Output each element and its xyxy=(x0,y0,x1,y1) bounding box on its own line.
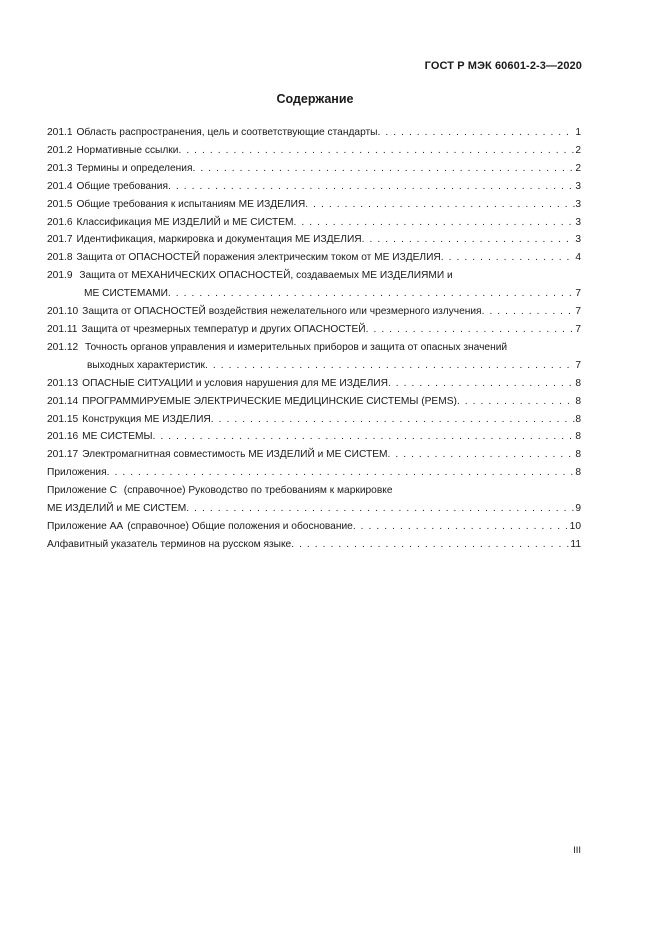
toc-entry-page: 9 xyxy=(575,503,581,515)
toc-entry-title: Защита от ОПАСНОСТЕЙ поражения электрическим током от МЕ ИЗДЕЛИЯ xyxy=(76,252,441,264)
toc-entry-number: 201.1 xyxy=(47,127,73,138)
toc-entry-page: 2 xyxy=(575,144,581,156)
toc-entry-title-continued: МЕ СИСТЕМАМИ xyxy=(84,288,168,300)
toc-entry-page: 2 xyxy=(575,162,581,174)
toc-entry-title: Электромагнитная совместимость МЕ ИЗДЕЛИЙ и МЕ СИСТЕМ xyxy=(82,449,388,461)
toc-entry-number: 201.7 xyxy=(47,234,73,246)
toc-entry-number: 201.16 xyxy=(47,431,79,443)
toc-entry-number: 201.17 xyxy=(47,449,79,461)
toc-entry-page: 8 xyxy=(575,395,581,407)
toc-entry-page: 7 xyxy=(575,306,581,318)
toc-leader xyxy=(205,357,575,375)
toc-entry-first-line xyxy=(47,339,581,357)
toc-entry-page: 11 xyxy=(570,538,581,550)
toc-entry[interactable] xyxy=(47,428,581,446)
toc-leader xyxy=(305,196,575,214)
toc-leader xyxy=(192,160,575,178)
toc-entry-page: 4 xyxy=(575,252,581,264)
toc-entry-page: 8 xyxy=(575,467,581,479)
toc-entry-number: 201.9 xyxy=(47,270,73,282)
toc-entry-title: Область распространения, цель и соответствующие стандарты xyxy=(76,127,378,138)
toc-entry-number: 201.15 xyxy=(47,413,79,425)
toc-entry-title: (справочное) Руководство по требованиям к маркировке xyxy=(123,485,393,497)
toc-entry[interactable] xyxy=(47,303,581,321)
toc-entry-number: 201.2 xyxy=(47,144,73,156)
toc-entry-second-line xyxy=(47,285,581,303)
toc-leader xyxy=(482,303,576,321)
toc-entry-page: 10 xyxy=(569,520,581,532)
toc-entry[interactable] xyxy=(47,267,581,303)
toc-leader xyxy=(294,214,576,232)
toc-entry[interactable] xyxy=(47,196,581,214)
toc-entry[interactable] xyxy=(47,375,581,393)
toc-entry-title: Термины и определения xyxy=(76,162,193,174)
toc-entry-number: Приложение АА xyxy=(47,520,124,532)
toc-entry[interactable] xyxy=(47,411,581,429)
toc-entry[interactable] xyxy=(47,482,581,518)
toc-entry-page: 7 xyxy=(575,359,581,371)
toc-entry-title: Защита от МЕХАНИЧЕСКИХ ОПАСНОСТЕЙ, создаваемых МЕ ИЗДЕЛИЯМИ и xyxy=(79,270,453,282)
toc-entry-title: Конструкция МЕ ИЗДЕЛИЯ xyxy=(82,413,211,425)
toc-entry-second-line xyxy=(47,500,581,518)
toc-entry-number: 201.3 xyxy=(47,162,73,174)
toc-entry-title: ОПАСНЫЕ СИТУАЦИИ и условия нарушения для МЕ ИЗДЕЛИЯ xyxy=(82,377,388,389)
toc-entry-title: Приложения xyxy=(47,467,107,479)
toc-entry[interactable] xyxy=(47,124,581,142)
toc-entry[interactable] xyxy=(47,518,581,536)
toc-entry-title-continued: МЕ ИЗДЕЛИЙ и МЕ СИСТЕМ xyxy=(47,503,187,515)
toc-entry[interactable] xyxy=(47,178,581,196)
toc-entry-title: Защита от чрезмерных температур и других ОПАСНОСТЕЙ xyxy=(81,323,366,335)
toc-entry-page: 1 xyxy=(575,127,581,138)
toc-entry-title: Точность органов управления и измерительных приборов и защита от опасных значений xyxy=(85,341,508,353)
toc-entry-number: 201.8 xyxy=(47,252,73,264)
toc-leader xyxy=(107,464,576,482)
toc-entry-page: 8 xyxy=(575,449,581,461)
toc-entry-number: 201.14 xyxy=(47,395,79,407)
toc-entry-title: Нормативные ссылки xyxy=(76,144,179,156)
toc-leader xyxy=(353,518,570,536)
toc-leader xyxy=(168,285,575,303)
toc-entry-number: 201.13 xyxy=(47,377,79,389)
toc-entry-title: Классификация МЕ ИЗДЕЛИЙ и МЕ СИСТЕМ xyxy=(76,216,294,228)
toc-leader xyxy=(362,231,576,249)
toc-entry-title: МЕ СИСТЕМЫ xyxy=(82,431,153,443)
toc-entry-page: 8 xyxy=(575,377,581,389)
toc-entry[interactable] xyxy=(47,142,581,160)
toc-entry-page: 8 xyxy=(575,431,581,443)
toc-entry-page: 7 xyxy=(575,323,581,335)
toc-entry-number: 201.6 xyxy=(47,216,73,228)
toc-leader xyxy=(387,446,575,464)
toc-entry-title: Общие требования xyxy=(76,180,169,192)
toc-entry-page: 3 xyxy=(575,234,581,246)
table-of-contents xyxy=(47,124,581,554)
toc-entry-number: 201.4 xyxy=(47,180,73,192)
toc-entry-number: 201.10 xyxy=(47,306,79,318)
toc-entry[interactable] xyxy=(47,339,581,375)
toc-leader xyxy=(153,428,576,446)
toc-entry[interactable] xyxy=(47,446,581,464)
toc-entry[interactable] xyxy=(47,393,581,411)
toc-entry-page: 8 xyxy=(575,413,581,425)
toc-entry-page: 7 xyxy=(575,288,581,300)
toc-leader xyxy=(457,393,575,411)
page-number: III xyxy=(573,845,581,856)
toc-entry[interactable] xyxy=(47,536,581,554)
toc-leader xyxy=(211,411,576,429)
page-title: Содержание xyxy=(276,92,354,106)
toc-leader xyxy=(388,375,575,393)
toc-entry-number: 201.5 xyxy=(47,198,73,210)
toc-entry-title: Идентификация, маркировка и документация МЕ ИЗДЕЛИЯ xyxy=(76,234,362,246)
toc-leader xyxy=(366,321,576,339)
toc-entry-title: (справочное) Общие положения и обоснование xyxy=(127,520,353,532)
toc-entry-page: 3 xyxy=(575,180,581,192)
toc-leader xyxy=(378,124,576,142)
toc-entry[interactable] xyxy=(47,160,581,178)
toc-entry-number: Приложение С xyxy=(47,485,117,497)
toc-entry[interactable] xyxy=(47,231,581,249)
toc-entry[interactable] xyxy=(47,214,581,232)
document-code: ГОСТ Р МЭК 60601-2-3—2020 xyxy=(424,60,582,72)
toc-entry-first-line xyxy=(47,267,581,285)
toc-leader xyxy=(168,178,575,196)
toc-entry-title: Общие требования к испытаниям МЕ ИЗДЕЛИЯ xyxy=(76,198,306,210)
toc-entry-title-continued: выходных характеристик xyxy=(87,359,206,371)
toc-entry-title: Алфавитный указатель терминов на русском языке xyxy=(47,538,292,550)
toc-entry-page: 3 xyxy=(575,198,581,210)
toc-entry[interactable] xyxy=(47,464,581,482)
toc-leader xyxy=(186,500,575,518)
toc-entry-title: Защита от ОПАСНОСТЕЙ воздействия нежелательного или чрезмерного излучения xyxy=(82,306,482,318)
toc-entry[interactable] xyxy=(47,249,581,267)
toc-leader xyxy=(178,142,575,160)
toc-entry-second-line xyxy=(47,357,581,375)
toc-entry-page: 3 xyxy=(575,216,581,228)
toc-entry-number: 201.11 xyxy=(47,323,78,335)
toc-entry[interactable] xyxy=(47,321,581,339)
toc-leader xyxy=(291,536,570,554)
toc-entry-title: ПРОГРАММИРУЕМЫЕ ЭЛЕКТРИЧЕСКИЕ МЕДИЦИНСКИЕ СИСТЕМЫ (PEMS) xyxy=(82,395,457,407)
toc-leader xyxy=(441,249,576,267)
toc-entry-number: 201.12 xyxy=(47,341,79,353)
toc-entry-first-line xyxy=(47,482,581,500)
